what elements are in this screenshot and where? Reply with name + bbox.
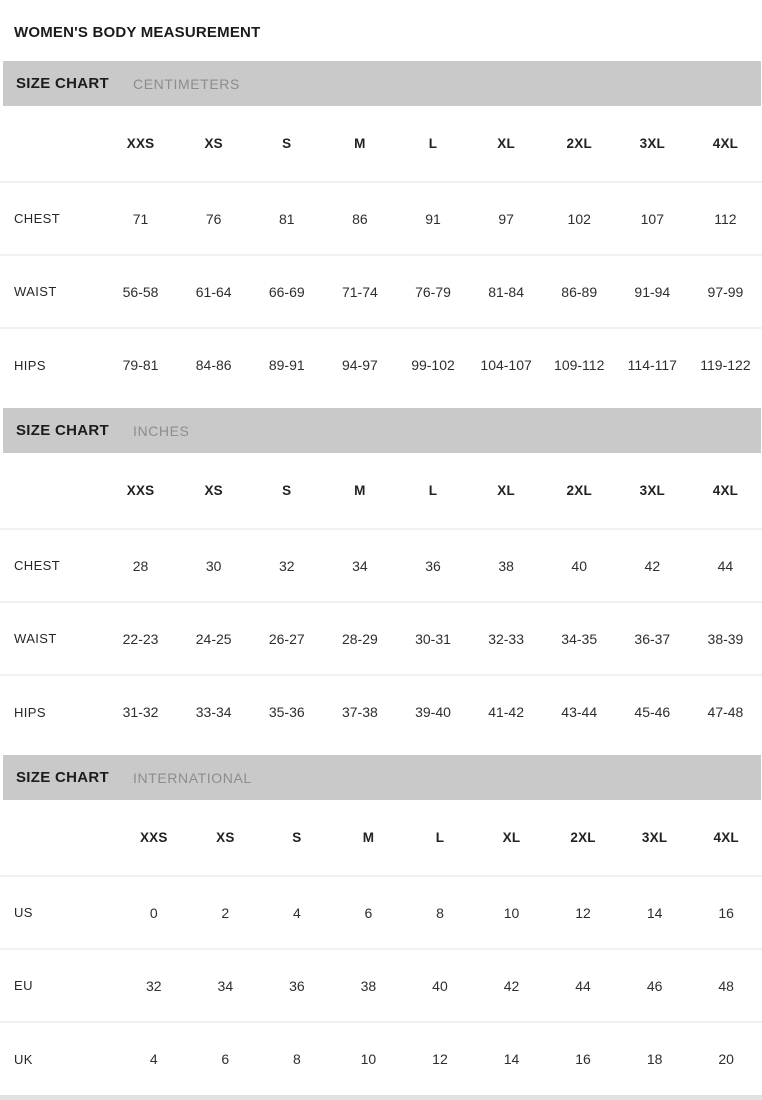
table-row bbox=[0, 182, 762, 255]
measurement-value-cell: 40 bbox=[432, 977, 448, 994]
measurement-row-label: EU bbox=[14, 978, 33, 993]
size-chart-section bbox=[0, 408, 762, 748]
measurement-value-cell: 31-32 bbox=[122, 704, 159, 720]
measurement-value-cell: 33-34 bbox=[195, 704, 232, 720]
measurement-value-cell: 32-33 bbox=[488, 630, 524, 647]
table-row bbox=[0, 255, 762, 328]
measurement-value-cell: 4 bbox=[292, 904, 301, 921]
measurement-value-cell: 4 bbox=[149, 1051, 158, 1067]
measurement-value-cell: 94-97 bbox=[341, 357, 378, 373]
size-column-header: S bbox=[282, 483, 292, 498]
size-chart-section bbox=[0, 61, 762, 401]
measurement-value-cell: 18 bbox=[646, 1051, 663, 1067]
measurement-value-cell: 86-89 bbox=[561, 283, 598, 300]
measurement-value-cell: 43-44 bbox=[561, 704, 598, 720]
size-column-header: 4XL bbox=[713, 830, 739, 845]
measurement-value-cell: 114-117 bbox=[627, 357, 677, 373]
measurement-row-label: WAIST bbox=[14, 284, 57, 299]
size-column-header: XXS bbox=[139, 830, 168, 845]
measurement-value-cell: 0 bbox=[149, 904, 158, 921]
measurement-value-cell: 12 bbox=[432, 1051, 448, 1067]
measurement-value-cell: 38 bbox=[498, 557, 514, 574]
measurement-value-cell: 89-91 bbox=[268, 357, 305, 373]
measurement-value-cell: 44 bbox=[575, 977, 591, 994]
measurement-value-cell: 6 bbox=[221, 1051, 230, 1067]
size-column-header: XXS bbox=[126, 483, 155, 498]
measurement-value-cell: 32 bbox=[145, 977, 162, 994]
measurement-value-cell: 32 bbox=[278, 557, 295, 574]
measurement-value-cell: 102 bbox=[567, 210, 591, 227]
measurement-value-cell: 71 bbox=[132, 210, 149, 227]
measurement-value-cell: 46 bbox=[646, 977, 663, 994]
measurement-row-label: US bbox=[14, 905, 33, 920]
size-header-row bbox=[0, 106, 762, 182]
size-table-corner-cell bbox=[0, 106, 104, 182]
size-table bbox=[0, 800, 762, 1095]
section-title: SIZE CHART bbox=[16, 422, 109, 439]
measurement-value-cell: 42 bbox=[503, 977, 520, 994]
measurement-value-cell: 84-86 bbox=[195, 357, 232, 373]
size-column-header: L bbox=[428, 483, 438, 498]
measurement-value-cell: 22-23 bbox=[122, 630, 159, 647]
measurement-value-cell: 38-39 bbox=[707, 630, 744, 647]
measurement-value-cell: 107 bbox=[640, 210, 664, 227]
measurement-value-cell: 2 bbox=[221, 904, 230, 921]
measurement-value-cell: 119-122 bbox=[700, 357, 751, 373]
measurement-row-label: WAIST bbox=[14, 631, 57, 646]
size-column-header: L bbox=[428, 136, 438, 151]
measurement-value-cell: 16 bbox=[575, 1051, 591, 1067]
measurement-value-cell: 47-48 bbox=[707, 704, 744, 720]
size-column-header: 2XL bbox=[566, 483, 592, 498]
measurement-value-cell: 48 bbox=[718, 977, 734, 994]
measurement-value-cell: 20 bbox=[718, 1051, 734, 1067]
size-column-header: M bbox=[362, 830, 375, 845]
size-column-header: M bbox=[354, 483, 366, 498]
size-table-corner-cell bbox=[0, 800, 118, 876]
measurement-value-cell: 10 bbox=[360, 1051, 377, 1067]
page-title: WOMEN'S BODY MEASUREMENT bbox=[14, 24, 261, 41]
section-header-bar bbox=[3, 755, 761, 800]
measurement-value-cell: 109-112 bbox=[554, 357, 605, 373]
bottom-divider-strip bbox=[0, 1095, 762, 1100]
size-column-header: 3XL bbox=[639, 483, 665, 498]
measurement-value-cell: 79-81 bbox=[122, 357, 159, 373]
measurement-value-cell: 112 bbox=[714, 210, 737, 227]
section-subtitle: CENTIMETERS bbox=[133, 75, 240, 92]
measurement-value-cell: 41-42 bbox=[488, 704, 524, 720]
measurement-value-cell: 36-37 bbox=[634, 630, 671, 647]
measurement-value-cell: 39-40 bbox=[415, 704, 451, 720]
size-column-header: XL bbox=[497, 483, 515, 498]
size-column-header: 4XL bbox=[712, 136, 739, 151]
measurement-value-cell: 91-94 bbox=[634, 283, 671, 300]
measurement-row-label: UK bbox=[14, 1051, 33, 1067]
table-row bbox=[0, 602, 762, 675]
size-column-header: XS bbox=[216, 830, 235, 845]
size-chart-sections bbox=[0, 61, 762, 1095]
measurement-value-cell: 10 bbox=[503, 904, 520, 921]
size-header-row bbox=[0, 453, 762, 529]
measurement-row-label: CHEST bbox=[14, 558, 61, 573]
size-column-header: 2XL bbox=[566, 136, 592, 151]
measurement-value-cell: 24-25 bbox=[195, 630, 232, 647]
table-row bbox=[0, 949, 762, 1022]
size-column-header: 3XL bbox=[639, 136, 665, 151]
size-column-header: 4XL bbox=[712, 483, 739, 498]
measurement-value-cell: 14 bbox=[646, 904, 663, 921]
section-title: SIZE CHART bbox=[16, 769, 109, 786]
measurement-value-cell: 36 bbox=[425, 557, 441, 574]
measurement-value-cell: 35-36 bbox=[268, 704, 305, 720]
size-column-header: XXS bbox=[126, 136, 155, 151]
measurement-value-cell: 76 bbox=[205, 210, 222, 227]
measurement-row-label: HIPS bbox=[14, 357, 46, 373]
size-column-header: XS bbox=[204, 136, 223, 151]
measurement-value-cell: 26-27 bbox=[268, 630, 305, 647]
table-row bbox=[0, 675, 762, 748]
table-row bbox=[0, 328, 762, 401]
measurement-value-cell: 34 bbox=[217, 977, 234, 994]
measurement-value-cell: 99-102 bbox=[411, 357, 455, 373]
measurement-value-cell: 97-99 bbox=[707, 283, 744, 300]
measurement-value-cell: 44 bbox=[717, 557, 734, 574]
measurement-value-cell: 8 bbox=[436, 904, 444, 921]
measurement-value-cell: 36 bbox=[289, 977, 305, 994]
size-chart-section bbox=[0, 755, 762, 1095]
measurement-value-cell: 38 bbox=[360, 977, 377, 994]
measurement-value-cell: 91 bbox=[425, 210, 441, 227]
measurement-value-cell: 34 bbox=[352, 557, 368, 574]
measurement-value-cell: 37-38 bbox=[341, 704, 378, 720]
measurement-value-cell: 81-84 bbox=[488, 283, 524, 300]
section-header-bar bbox=[3, 408, 761, 453]
measurement-value-cell: 30-31 bbox=[415, 630, 451, 647]
measurement-value-cell: 16 bbox=[718, 904, 734, 921]
measurement-value-cell: 28 bbox=[132, 557, 149, 574]
measurement-value-cell: 34-35 bbox=[561, 630, 598, 647]
measurement-value-cell: 76-79 bbox=[415, 283, 451, 300]
section-title: SIZE CHART bbox=[16, 75, 109, 92]
size-column-header: 2XL bbox=[570, 830, 596, 845]
size-table-corner-cell bbox=[0, 453, 104, 529]
measurement-value-cell: 30 bbox=[205, 557, 222, 574]
measurement-value-cell: 6 bbox=[364, 904, 373, 921]
size-column-header: M bbox=[354, 136, 366, 151]
section-subtitle: INTERNATIONAL bbox=[133, 769, 252, 786]
measurement-value-cell: 81 bbox=[278, 210, 295, 227]
measurement-value-cell: 66-69 bbox=[268, 283, 305, 300]
size-column-header: XL bbox=[497, 136, 515, 151]
table-row bbox=[0, 529, 762, 602]
measurement-value-cell: 71-74 bbox=[341, 283, 378, 300]
measurement-value-cell: 40 bbox=[571, 557, 587, 574]
measurement-value-cell: 97 bbox=[498, 210, 514, 227]
measurement-value-cell: 104-107 bbox=[480, 357, 532, 373]
measurement-row-label: HIPS bbox=[14, 704, 46, 720]
size-column-header: XS bbox=[204, 483, 223, 498]
measurement-value-cell: 42 bbox=[644, 557, 661, 574]
size-column-header: 3XL bbox=[641, 830, 668, 845]
measurement-value-cell: 8 bbox=[292, 1051, 301, 1067]
measurement-value-cell: 12 bbox=[575, 904, 591, 921]
size-table bbox=[0, 453, 762, 748]
size-column-header: XL bbox=[502, 830, 521, 845]
section-subtitle: INCHES bbox=[133, 422, 190, 439]
size-column-header: L bbox=[435, 830, 445, 845]
table-row bbox=[0, 1022, 762, 1095]
section-header-bar bbox=[3, 61, 761, 106]
size-column-header: S bbox=[292, 830, 302, 845]
size-column-header: S bbox=[282, 136, 292, 151]
measurement-value-cell: 61-64 bbox=[195, 283, 232, 300]
measurement-value-cell: 28-29 bbox=[341, 630, 378, 647]
measurement-value-cell: 86 bbox=[352, 210, 368, 227]
measurement-row-label: CHEST bbox=[14, 211, 61, 226]
measurement-value-cell: 14 bbox=[503, 1051, 520, 1067]
size-header-row bbox=[0, 800, 762, 876]
size-table bbox=[0, 106, 762, 401]
measurement-value-cell: 45-46 bbox=[634, 704, 671, 720]
measurement-value-cell: 56-58 bbox=[122, 283, 159, 300]
table-row bbox=[0, 876, 762, 949]
